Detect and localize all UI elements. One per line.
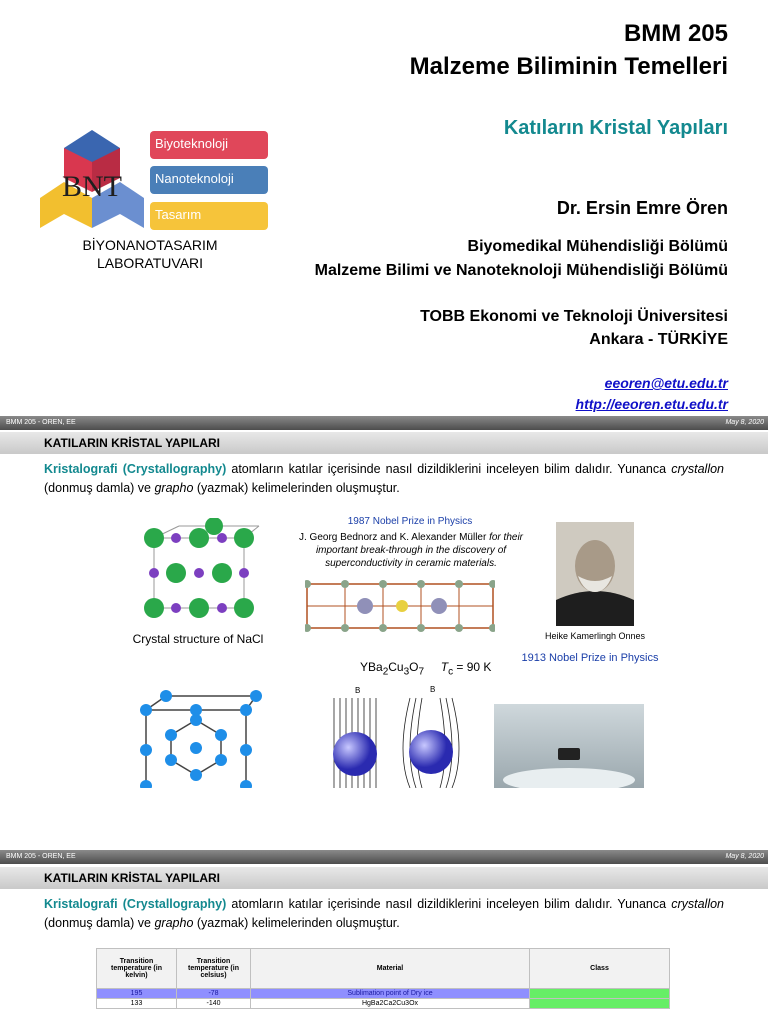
website-link[interactable]: http://eeoren.etu.edu.tr (575, 396, 728, 412)
table-row: 133 -140 HgBa2Ca2Cu3Ox (97, 999, 670, 1009)
header-date: May 8, 2020 (725, 419, 764, 426)
ybco-formula: $YBa_2Cu_3O_7$ $T_c = 90$ K (360, 660, 492, 678)
section-title: KATILARIN KRİSTAL YAPILARI (44, 436, 221, 450)
section-bar (0, 432, 768, 454)
levitation-photo (494, 704, 644, 788)
bnt-logo (36, 128, 148, 232)
header-left-3: BMM 205 - OREN, EE (6, 853, 76, 860)
b-label-right: B (430, 685, 436, 694)
transition-temperature-table (96, 948, 670, 1009)
nobel-1987-title: 1987 Nobel Prize in Physics (347, 516, 473, 527)
nobel-1913: 1913 Nobel Prize in Physics (521, 652, 659, 664)
b-label-left: B (355, 686, 361, 695)
email-link[interactable]: eeoren@etu.edu.tr (604, 375, 728, 391)
table-row: 195 -78 Sublimation point of Dry ice (97, 989, 670, 999)
slide-header-band (0, 416, 768, 430)
section-bar-3 (0, 867, 768, 889)
col-celsius: Transition temperature (in celsius) (177, 949, 251, 989)
author-name: Dr. Ersin Emre Ören (556, 198, 728, 218)
department-2: Malzeme Bilimi ve Nanoteknoloji Mühendisliği Bölümü (314, 262, 728, 279)
slide3-header-band (0, 850, 768, 864)
nobel-1987-text: J. Georg Bednorz and K. Alexander Müller for their important break-through in the discovery of superconductivity in ceramic materials. (298, 532, 523, 569)
city: Ankara - TÜRKİYE (589, 331, 728, 348)
lab-name: BİYONANOTASARIM LABORATUVARI (82, 237, 218, 271)
nacl-structure-image (134, 518, 264, 628)
pill-design: Tasarım (150, 202, 268, 230)
diamond-lattice-image (136, 690, 266, 788)
logo-text: BNT (62, 170, 122, 203)
course-name: Malzeme Biliminin Temelleri (409, 53, 728, 80)
col-class: Class (530, 949, 670, 989)
course-code: BMM 205 (623, 20, 728, 47)
university: TOBB Ekonomi ve Teknoloji Üniversitesi (420, 308, 728, 325)
pill-nanotech: Nanoteknoloji (150, 166, 268, 194)
nacl-caption: Crystal structure of NaCl (132, 632, 264, 646)
header-date-3: May 8, 2020 (725, 853, 764, 860)
col-kelvin: Transition temperature (in kelvin) (97, 949, 177, 989)
onnes-portrait (556, 522, 634, 626)
section-title-3: KATILARIN KRİSTAL YAPILARI (44, 871, 221, 885)
header-left: BMM 205 - OREN, EE (6, 419, 76, 426)
table-header-row (97, 949, 670, 989)
ybco-lattice-image (305, 578, 495, 634)
col-material: Material (251, 949, 530, 989)
onnes-name: Heike Kamerlingh Onnes (544, 631, 646, 641)
intro-paragraph: Kristalografi (Crystallography) atomların katılar içerisinde nasıl dizildiklerini inceleyen bilim dalıdır. Yunanca crystallon (donmuş damla) ve grapho (yazmak) kelimelerinden oluşmuştur. (44, 462, 724, 495)
pill-biotech: Biyoteknoloji (150, 131, 268, 159)
department-1: Biyomedikal Mühendisliği Bölümü (467, 238, 728, 255)
intro-paragraph-3: Kristalografi (Crystallography) atomların katılar içerisinde nasıl dizildiklerini inceleyen bilim dalıdır. Yunanca crystallon (donmuş damla) ve grapho (yazmak) kelimelerinden oluşmuştur. (44, 897, 724, 930)
topic-title: Katıların Kristal Yapıları (503, 117, 728, 139)
meissner-effect-diagram (326, 684, 476, 788)
